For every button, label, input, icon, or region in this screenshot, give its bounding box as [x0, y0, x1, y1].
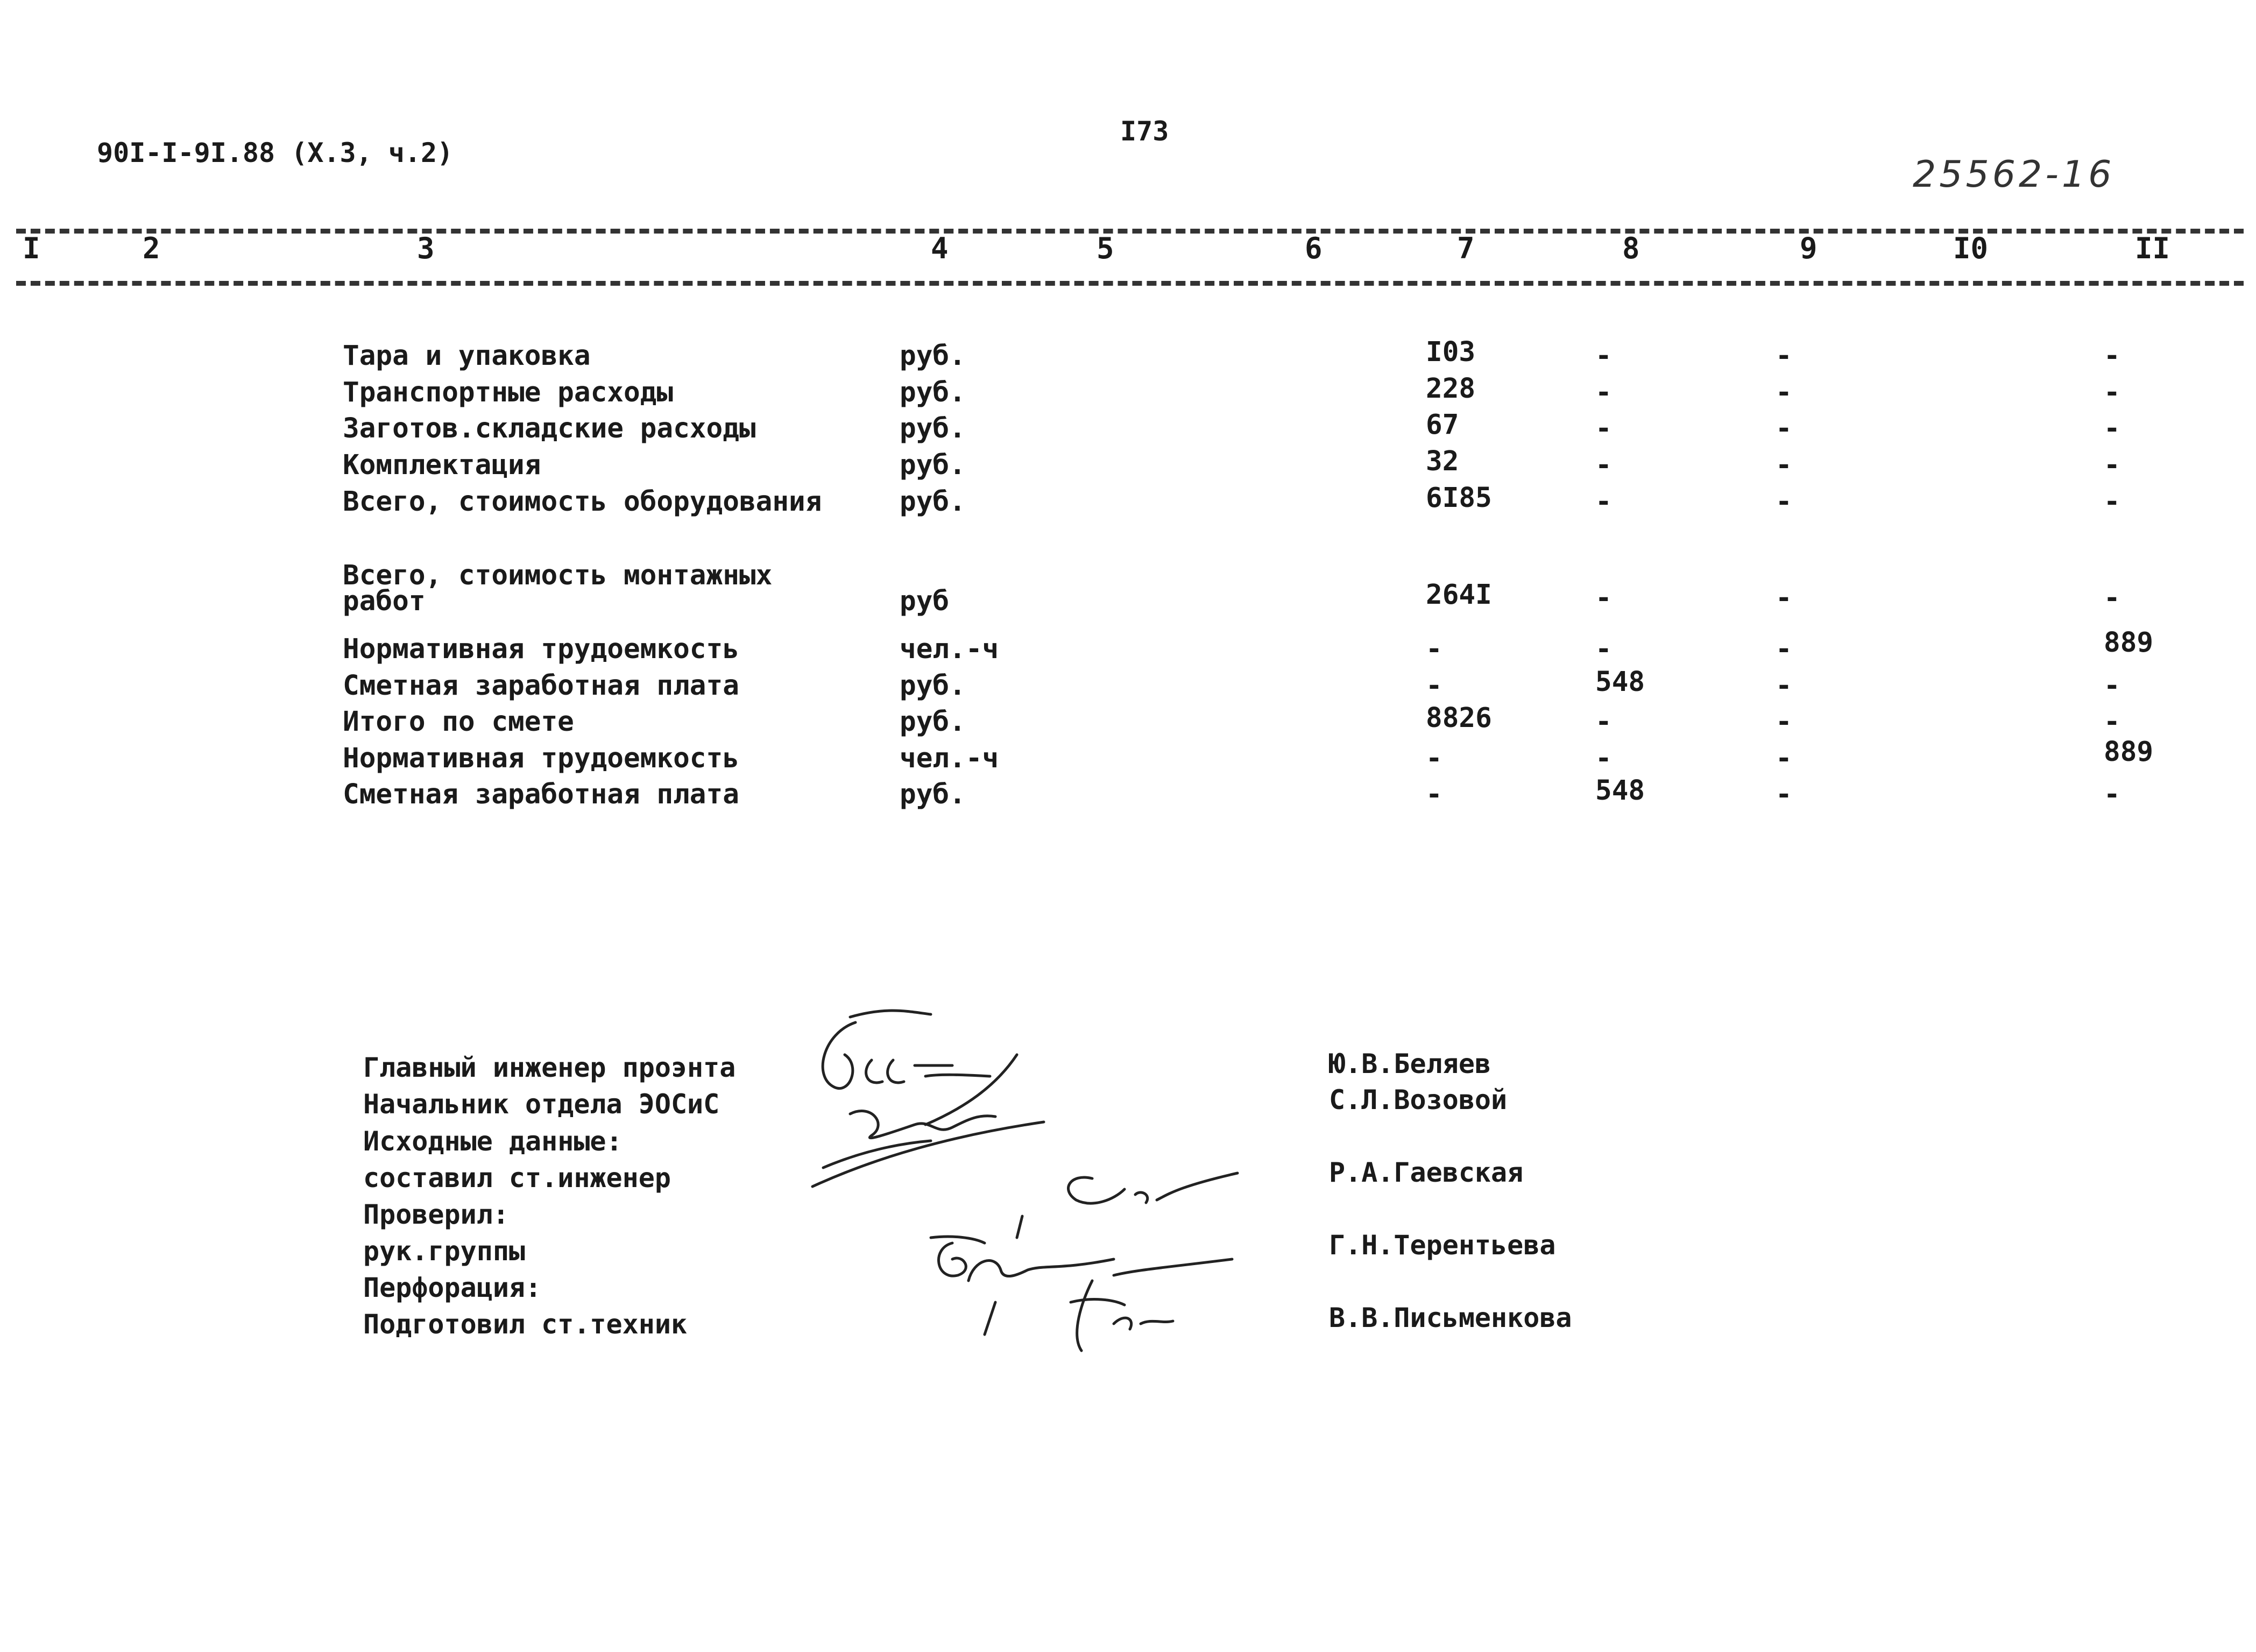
row-col9: - — [1776, 449, 1792, 481]
row-unit: чел.-ч — [900, 633, 999, 665]
row-col8: - — [1595, 377, 1612, 408]
row-col9: - — [1776, 582, 1792, 614]
row-col11: - — [2104, 413, 2120, 444]
row-col8: - — [1595, 582, 1612, 614]
column-number: II — [2135, 231, 2170, 265]
row-col7: 8826 — [1426, 702, 1492, 734]
row-description: Нормативная трудоемкость — [343, 743, 739, 774]
row-col8: - — [1595, 413, 1612, 444]
row-col11: - — [2104, 377, 2120, 408]
column-number: 6 — [1305, 231, 1323, 265]
row-col11: - — [2104, 706, 2120, 738]
row-description: Итого по смете — [343, 706, 574, 738]
row-col9: - — [1776, 743, 1792, 774]
signoff-name: С.Л.Возовой — [1329, 1084, 1508, 1116]
row-col7: - — [1426, 743, 1442, 774]
row-unit: руб. — [900, 670, 966, 702]
column-number: I0 — [1953, 231, 1989, 265]
row-col11: - — [2104, 582, 2120, 614]
row-col11: - — [2104, 670, 2120, 702]
signoff-role: Перфорация: — [363, 1272, 542, 1303]
row-col11: - — [2104, 340, 2120, 372]
column-number: 5 — [1097, 231, 1114, 265]
row-col9: - — [1776, 377, 1792, 408]
row-col11: - — [2104, 449, 2120, 481]
row-col7: - — [1426, 670, 1442, 702]
column-number: 8 — [1622, 231, 1640, 265]
row-unit: чел.-ч — [900, 743, 999, 774]
row-col11: 889 — [2104, 627, 2154, 659]
signoff-role: Исходные данные: — [363, 1126, 623, 1157]
row-col8: 548 — [1595, 666, 1645, 698]
row-col7: 67 — [1426, 409, 1459, 441]
row-col9: - — [1776, 486, 1792, 518]
row-description: Сметная заработная плата — [343, 670, 739, 702]
row-col7: - — [1426, 779, 1442, 810]
row-col8: - — [1595, 449, 1612, 481]
row-description: Нормативная трудоемкость — [343, 633, 739, 665]
signoff-role: рук.группы — [363, 1236, 526, 1267]
row-col8: - — [1595, 743, 1612, 774]
column-number: 4 — [931, 231, 949, 265]
row-unit: руб. — [900, 449, 966, 481]
signoff-role: составил ст.инженер — [363, 1162, 671, 1194]
handwritten-signatures — [791, 1001, 1275, 1388]
row-col8: - — [1595, 633, 1612, 665]
column-number: 9 — [1800, 231, 1817, 265]
row-col9: - — [1776, 706, 1792, 738]
row-unit: руб. — [900, 486, 966, 518]
top-dashed-rule — [16, 229, 2244, 234]
row-unit: руб. — [900, 779, 966, 810]
row-description: Тара и упаковка — [343, 340, 591, 372]
row-description: Всего, стоимость оборудования — [343, 486, 822, 518]
signoff-name: Ю.В.Беляев — [1329, 1048, 1491, 1079]
signoff-role: Подготовил ст.техник — [363, 1309, 688, 1340]
row-unit: руб. — [900, 377, 966, 408]
row-col9: - — [1776, 779, 1792, 810]
column-number: 7 — [1457, 231, 1475, 265]
row-description: Сметная заработная плата — [343, 779, 739, 810]
signoff-name: В.В.Письменкова — [1329, 1302, 1572, 1333]
row-unit: руб. — [900, 413, 966, 444]
row-unit: руб. — [900, 706, 966, 738]
row-description: Транспортные расходы — [343, 377, 674, 408]
handwritten-number: 25562-16 — [1913, 153, 2115, 196]
row-col8: - — [1595, 706, 1612, 738]
page-number: I73 — [1120, 116, 1169, 147]
row-col11: - — [2104, 486, 2120, 518]
row-col8: - — [1595, 340, 1612, 372]
row-col7: 6I85 — [1426, 482, 1492, 514]
row-description-line2: работ — [343, 585, 426, 617]
row-description-line1: Всего, стоимость монтажных — [343, 560, 773, 591]
signoff-role: Начальник отдела ЭОСиС — [363, 1089, 720, 1120]
row-description: Комплектация — [343, 449, 541, 481]
column-number: I — [23, 231, 40, 265]
row-col11: - — [2104, 779, 2120, 810]
bottom-dashed-rule — [16, 281, 2244, 286]
row-col9: - — [1776, 413, 1792, 444]
row-col11: 889 — [2104, 736, 2154, 768]
row-unit: руб. — [900, 340, 966, 372]
row-col7: - — [1426, 633, 1442, 665]
signoff-role: Главный инженер проэнта — [363, 1052, 736, 1083]
signoff-name: Р.А.Гаевская — [1329, 1157, 1524, 1188]
signoff-name: Г.Н.Терентьева — [1329, 1230, 1556, 1261]
row-col8: 548 — [1595, 775, 1645, 807]
row-col8: - — [1595, 486, 1612, 518]
row-col9: - — [1776, 340, 1792, 372]
row-col9: - — [1776, 633, 1792, 665]
row-col9: - — [1776, 670, 1792, 702]
column-number: 3 — [417, 231, 435, 265]
row-col7: 32 — [1426, 446, 1459, 477]
row-col7: 228 — [1426, 373, 1476, 405]
document-code: 90I-I-9I.88 (X.3, ч.2) — [97, 137, 454, 168]
row-col7: I03 — [1426, 336, 1476, 368]
signoff-role: Проверил: — [363, 1199, 509, 1230]
row-description: Заготов.складские расходы — [343, 413, 756, 444]
row-unit: руб — [900, 585, 950, 617]
row-col7: 264I — [1426, 579, 1492, 611]
column-number: 2 — [143, 231, 160, 265]
